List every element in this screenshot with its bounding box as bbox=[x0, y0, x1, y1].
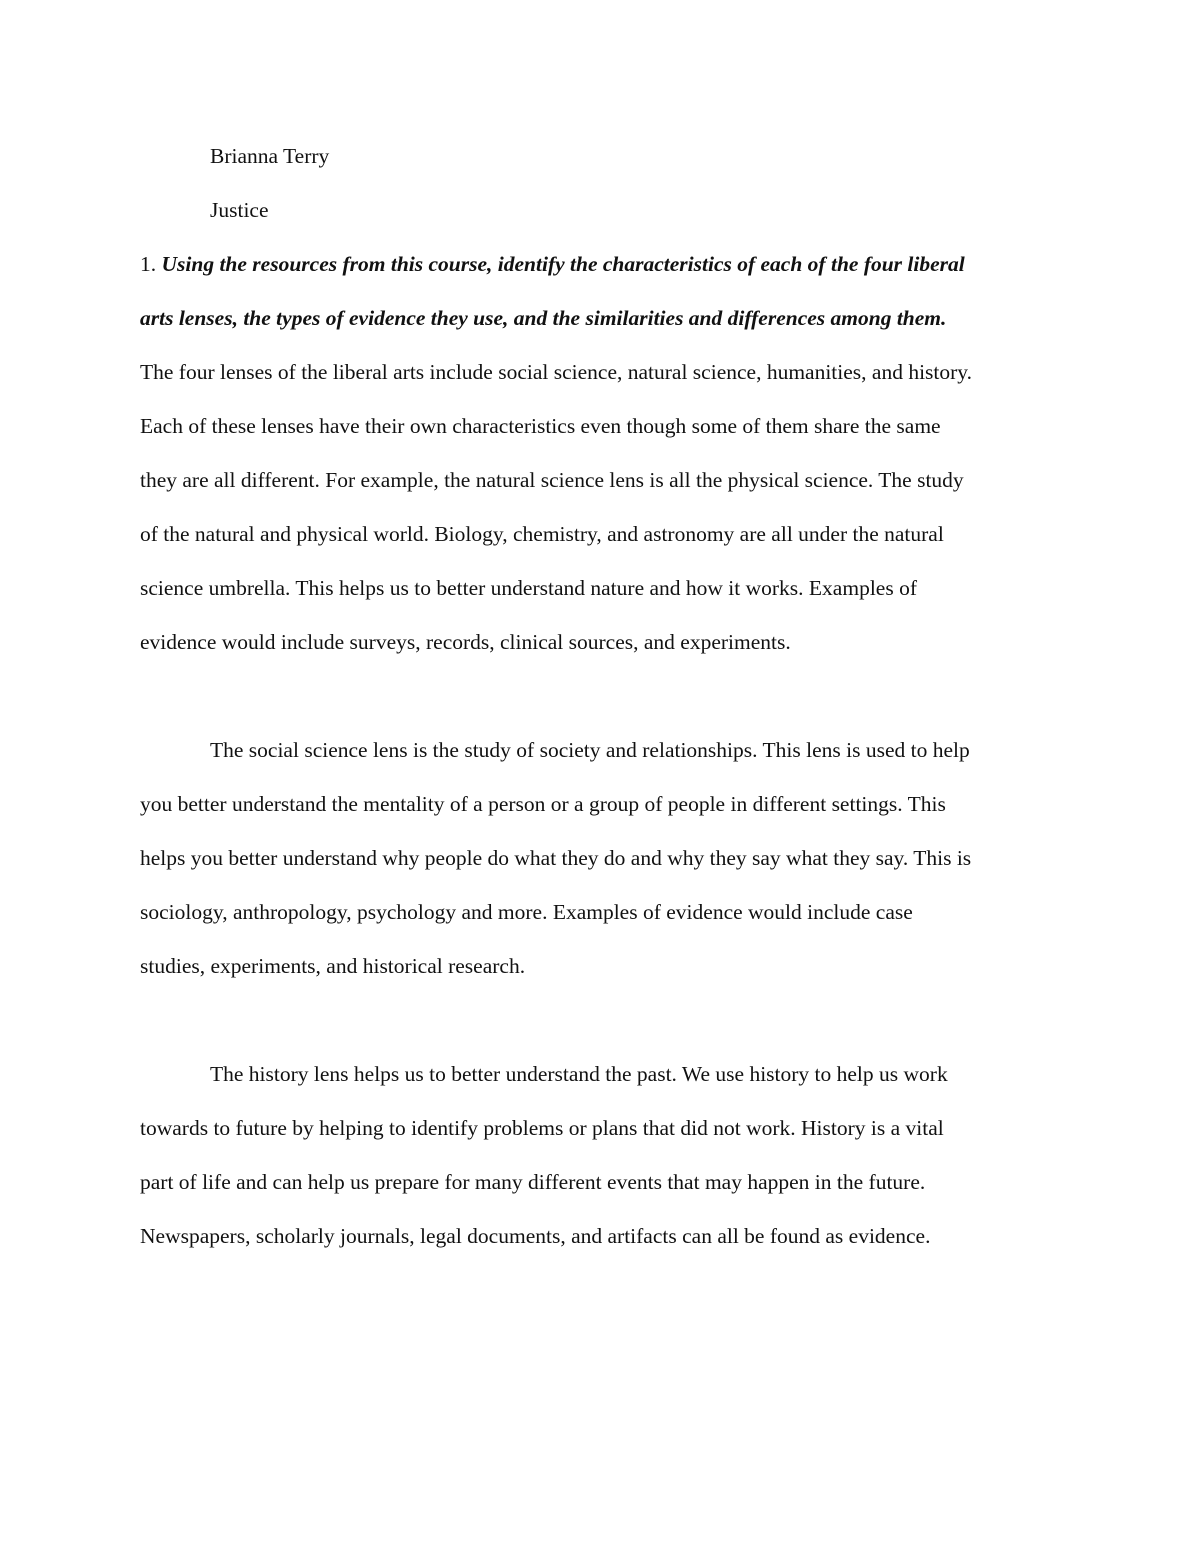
document-page bbox=[0, 129, 1200, 1263]
paragraph-line: towards to future by helping to identify problems or plans that did not work. History is a vital bbox=[140, 1116, 944, 1140]
paragraph-natural-science bbox=[0, 345, 1200, 669]
paragraph-line: part of life and can help us prepare for many different events that may happen in the future. bbox=[140, 1170, 926, 1194]
question-line: arts lenses, the types of evidence they use, and the similarities and differences among them. bbox=[140, 306, 947, 330]
paragraph-line: of the natural and physical world. Biology, chemistry, and astronomy are all under the natural bbox=[140, 522, 944, 546]
paragraph-history bbox=[0, 1047, 1200, 1263]
blank-line bbox=[0, 993, 1200, 1047]
paragraph-line: The four lenses of the liberal arts include social science, natural science, humanities, and history. bbox=[140, 360, 973, 384]
paragraph-line: you better understand the mentality of a person or a group of people in different settings. This bbox=[140, 792, 946, 816]
question-text: Using the resources from this course, identify the characteristics of each of the four liberal bbox=[161, 252, 965, 276]
paragraph-line: The history lens helps us to better understand the past. We use history to help us work bbox=[210, 1062, 948, 1086]
question-line bbox=[0, 237, 1200, 291]
paragraph-line: The social science lens is the study of society and relationships. This lens is used to help bbox=[210, 738, 970, 762]
course-name: Justice bbox=[210, 198, 269, 222]
paragraph-line: studies, experiments, and historical research. bbox=[140, 954, 526, 978]
paragraph-line: science umbrella. This helps us to better understand nature and how it works. Examples of bbox=[140, 576, 917, 600]
paragraph-line: sociology, anthropology, psychology and more. Examples of evidence would include case bbox=[140, 900, 913, 924]
blank-line bbox=[0, 669, 1200, 723]
paragraph-social-science bbox=[0, 723, 1200, 993]
paragraph-line: Each of these lenses have their own characteristics even though some of them share the same bbox=[140, 414, 941, 438]
author-name: Brianna Terry bbox=[210, 144, 330, 168]
paragraph-line: Newspapers, scholarly journals, legal documents, and artifacts can all be found as evidence. bbox=[140, 1224, 931, 1248]
question-number: 1. bbox=[140, 252, 162, 276]
paragraph-line: evidence would include surveys, records, clinical sources, and experiments. bbox=[140, 630, 791, 654]
paragraph-line: they are all different. For example, the natural science lens is all the physical science. The study bbox=[140, 468, 964, 492]
paragraph-line: helps you better understand why people do what they do and why they say what they say. This is bbox=[140, 846, 972, 870]
